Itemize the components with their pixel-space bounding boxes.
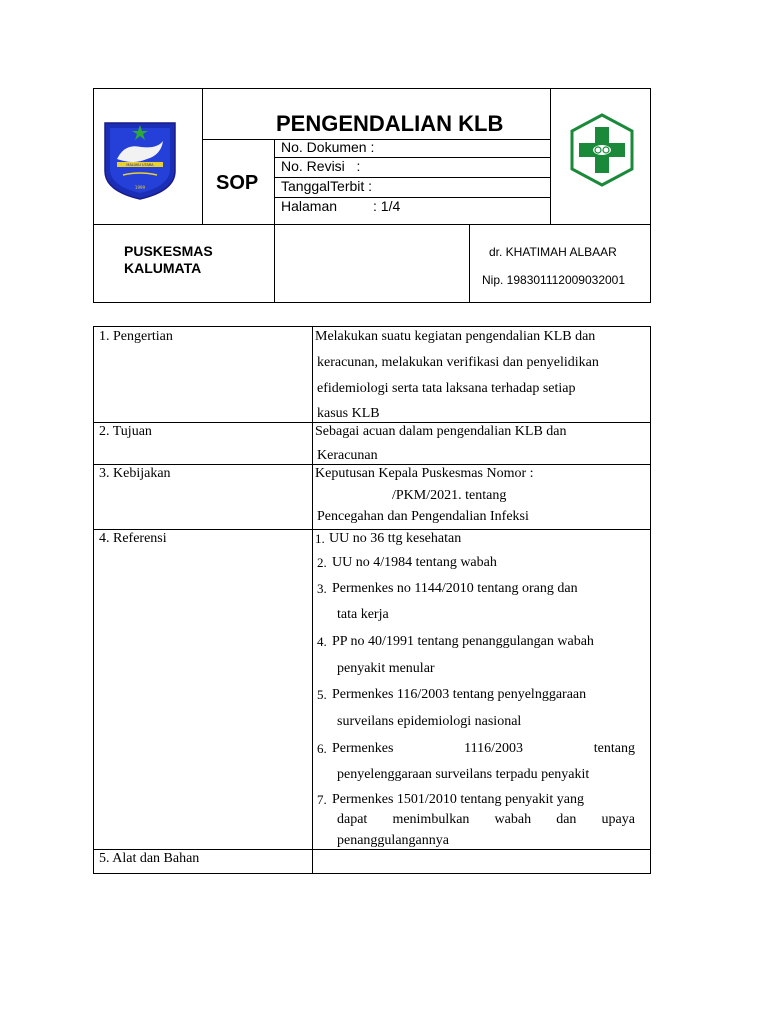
referensi-text-line: penyelenggaraan surveilans terpadu penyakit	[337, 767, 590, 782]
referensi-text-line: surveilans epidemiologi nasional	[337, 714, 522, 729]
list-number: 2.	[317, 555, 327, 570]
referensi-word: tentang	[593, 741, 635, 756]
referensi-text-line: UU no 36 ttg kesehatan	[329, 531, 462, 546]
pengertian-text-line: kasus KLB	[317, 406, 380, 421]
list-number: 6.	[317, 741, 327, 756]
issue-date-label: TanggalTerbit :	[281, 178, 373, 194]
sop-label: SOP	[216, 172, 259, 194]
pengertian-text-line: keracunan, melakukan verifikasi dan penyelidikan	[317, 355, 599, 370]
referensi-word: wabah	[494, 812, 532, 827]
section-tujuan-label: 2. Tujuan	[99, 424, 152, 439]
referensi-text-line: penanggulangannya	[337, 833, 449, 848]
page-number-value: : 1/4	[373, 198, 401, 214]
puskesmas-logo	[569, 113, 635, 187]
list-number: 4.	[317, 634, 327, 649]
referensi-text-line: Permenkes 1501/2010 tentang penyakit yang	[332, 792, 584, 807]
section-referensi-label: 4. Referensi	[99, 531, 167, 546]
list-number: 5.	[317, 687, 327, 702]
referensi-text-line: Permenkes 116/2003 tentang penyelnggaraan	[332, 687, 587, 702]
page-title: PENGENDALIAN KLB	[276, 111, 504, 136]
referensi-justified-line	[332, 741, 635, 757]
tujuan-text-line: Sebagai acuan dalam pengendalian KLB dan	[315, 424, 567, 439]
tujuan-text-line: Keracunan	[317, 448, 378, 463]
regional-emblem-logo	[103, 121, 177, 201]
pengertian-text-line: efidemiologi serta tata laksana terhadap setiap	[317, 381, 576, 396]
facility-name-line1: PUSKESMAS	[124, 243, 213, 259]
list-number: 7.	[317, 792, 327, 807]
list-number: 1.	[315, 531, 325, 546]
referensi-word: dan	[556, 812, 577, 827]
document-number-label: No. Dokumen :	[281, 139, 375, 155]
referensi-text-line: penyakit menular	[337, 661, 435, 676]
svg-text:MALUKU UTARA: MALUKU UTARA	[126, 163, 154, 167]
svg-text:1999: 1999	[134, 185, 146, 190]
page-number-label: Halaman	[281, 198, 338, 214]
pengertian-text-line: Melakukan suatu kegiatan pengendalian KLB dan	[315, 329, 596, 344]
referensi-text-line: UU no 4/1984 tentang wabah	[332, 555, 497, 570]
referensi-word: 1116/2003	[464, 741, 524, 756]
referensi-justified-line	[337, 812, 635, 828]
section-kebijakan-label: 3. Kebijakan	[99, 466, 171, 481]
kebijakan-text-line: Keputusan Kepala Puskesmas Nomor :	[315, 466, 534, 481]
kebijakan-text-line: Pencegahan dan Pengendalian Infeksi	[317, 509, 529, 524]
referensi-text-line: Permenkes no 1144/2010 tentang orang dan	[332, 581, 578, 596]
kebijakan-text-line: /PKM/2021. tentang	[392, 488, 507, 503]
section-alat-bahan-label: 5. Alat dan Bahan	[99, 851, 200, 866]
referensi-text-line: tata kerja	[337, 607, 389, 622]
signer-name: dr. KHATIMAH ALBAAR	[489, 245, 617, 259]
signer-nip: Nip. 198301112009032001	[482, 273, 626, 287]
referensi-word: upaya	[601, 812, 635, 827]
section-pengertian-label: 1. Pengertian	[99, 329, 173, 344]
referensi-word: dapat	[337, 812, 368, 827]
list-number: 3.	[317, 581, 327, 596]
referensi-word: menimbulkan	[392, 812, 470, 827]
referensi-word: Permenkes	[332, 741, 394, 756]
facility-name-line2: KALUMATA	[124, 260, 202, 276]
revision-number-label: No. Revisi :	[281, 158, 361, 174]
referensi-text-line: PP no 40/1991 tentang penanggulangan wabah	[332, 634, 594, 649]
